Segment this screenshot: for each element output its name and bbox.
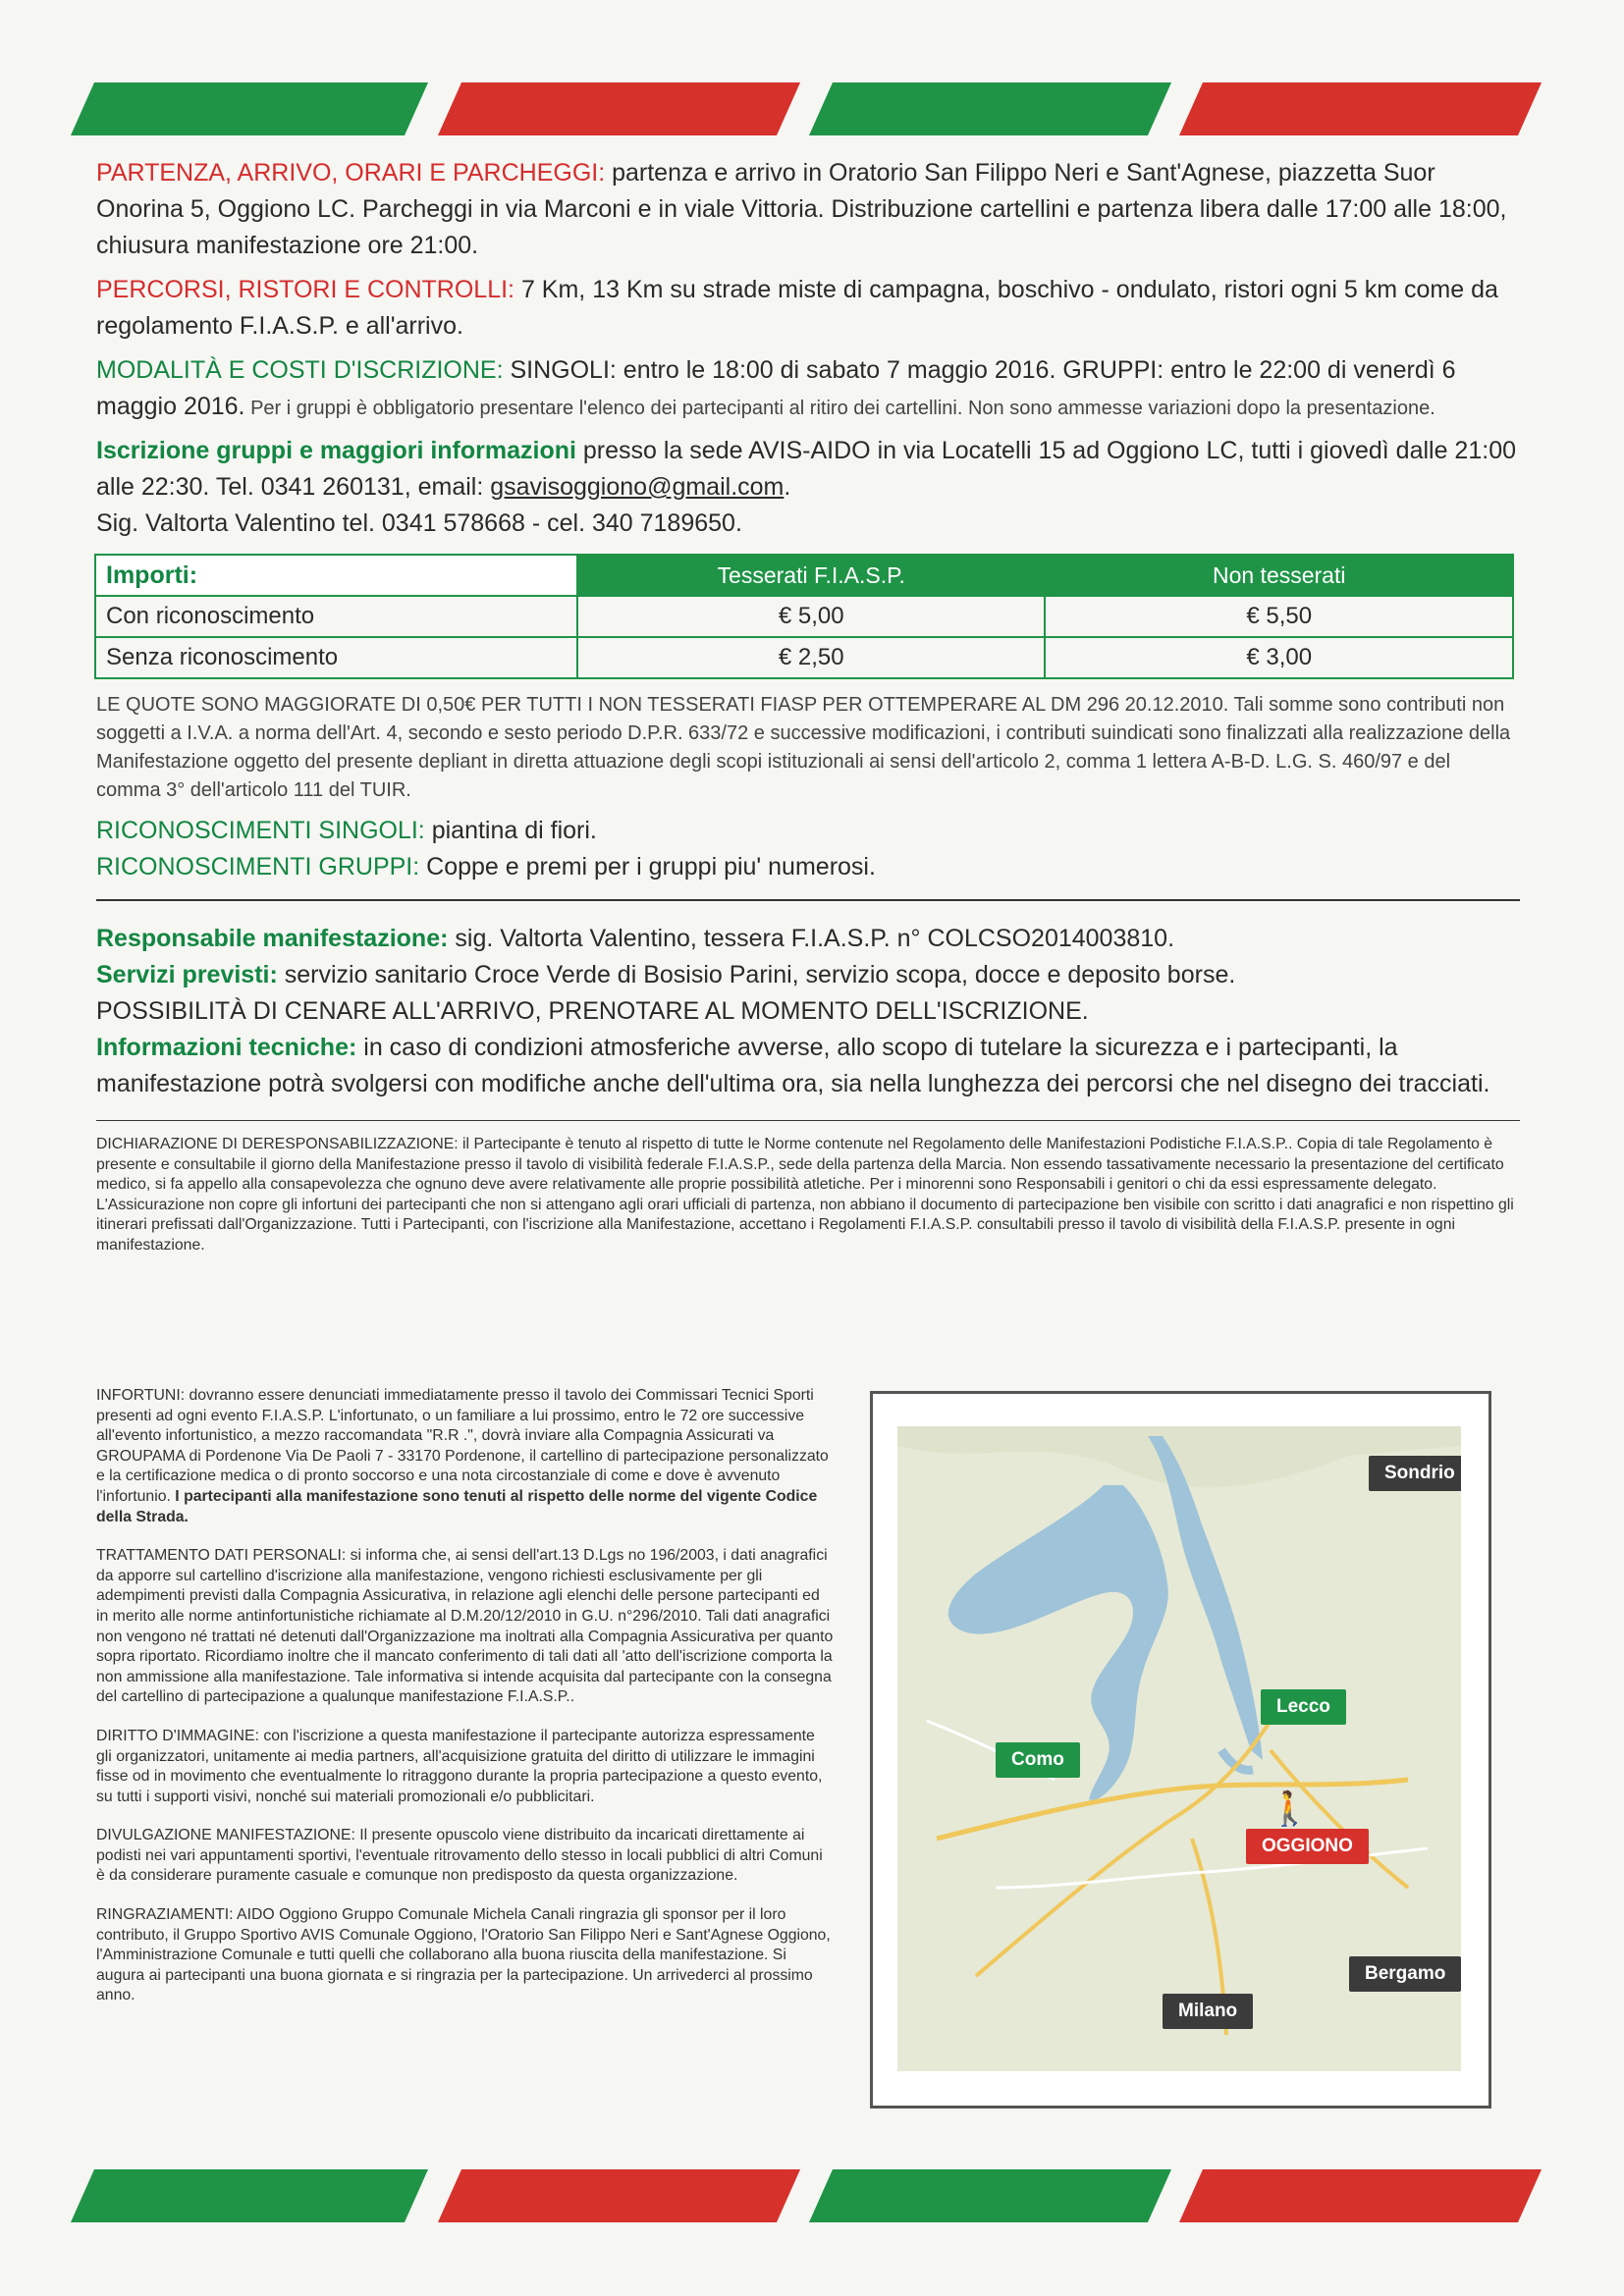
price-table [94,554,1514,679]
responsabile-line [96,921,1520,957]
table-row [95,596,1513,637]
iscrizione-paragraph [96,433,1520,506]
email-link[interactable]: gsavisoggiono@gmail.com [490,473,785,501]
diritto-paragraph: DIRITTO D'IMMAGINE: con l'iscrizione a questa manifestazione il partecipante autorizza espressamente gli organizzatori, unitamente ai media partners, all'acquisizione gratuita del diritto di utilizzare le immagini fisse od in movimento che eventualmente lo ritraggono durante la propria partecipazione a questo evento, su tutti i supporti visivi, nonché sui materiali promozionali e/o pubblicitari. [96,1727,823,1805]
partenza-text: partenza e arrivo in Oratorio San Filippo Neri e Sant'Agnese, piazzetta Suor Onorina 5, Oggiono LC. Parcheggi in via Marconi e in viale Vittoria. Distribuzione cartellini e partenza libera dalle 17:00 alle 18:00, chiusura manifestazione ore 21:00. [96,159,1507,259]
gruppi-heading: RICONOSCIMENTI GRUPPI: [96,853,420,881]
riconoscimenti-singoli [96,813,1520,849]
percorsi-paragraph [96,272,1520,345]
divider [96,1120,1520,1121]
percorsi-heading: PERCORSI, RISTORI E CONTROLLI: [96,276,515,303]
flag-stripe-green [71,2169,428,2222]
tecniche-heading: Informazioni tecniche: [96,1034,357,1061]
dichiarazione-paragraph: DICHIARAZIONE DI DERESPONSABILIZZAZIONE: il Partecipante è tenuto al rispetto di tutte le Norme contenute nel Regolamento delle Manifestazioni Podistiche F.I.A.S.P.. Copia di tale Regolamento è presente e consultabile il giorno della Manifestazione presso il tavolo di visibilità federale F.I.A.S.P., sede della partenza della Marcia. Non essendo tassativamente necessario la presentazione del certificato medico, si fa appello alla consapevolezza che ognuno deve avere relativamente alle proprie possibilità atletiche. Per i minorenni sono Responsabili i genitori o chi da essi espressamente delegato. L'Assicurazione non copre gli infortuni dei partecipanti che non si attengano agli orari ufficiali di partenza, non abbiano il documento di partecipazione ben visibile con scritto i dati anagrafici e non rispettino gli itinerari prefissati dall'Organizzazione. Tutti i Partecipanti, con l'iscrizione alla Manifestazione, accettano i Regolamenti F.I.A.S.P. consultabili presso il tavolo di visibilità della F.I.A.S.P. presente in ogni manifestazione. [96,1136,1514,1254]
map-label-milano: Milano [1163,1994,1253,2029]
tecniche-paragraph [96,1030,1520,1102]
iscrizione-heading: Iscrizione gruppi e maggiori informazioni [96,437,576,464]
quote-note: LE QUOTE SONO MAGGIORATE DI 0,50€ PER TUTTI I NON TESSERATI FIASP PER OTTEMPERARE AL DM 296 20.12.2010. Tali somme sono contributi non soggetti a I.V.A. a norma dell'Art. 4, secondo e sesto periodo D.P.R. 633/72 e successive modificazioni, i contributi suindicati sono finalizzati alla realizzazione della Manifestazione oggetto del presente depliant in diretta attuazione degli scopi istituzionali ai sensi dell'articolo 2, comma 1 lettera A-B-D. L.G. S. 460/97 e del comma 3° dell'articolo 111 del TUIR. [96,694,1511,801]
percorsi-text: 7 Km, 13 Km su strade miste di campagna, boschivo - ondulato, ristori ogni 5 km come da regolamento F.I.A.S.P. e all'arrivo. [96,276,1498,340]
table-cell: Senza riconoscimento [95,637,577,678]
table-header-non-tesserati: Non tesserati [1045,555,1513,596]
table-cell: Con riconoscimento [95,596,577,637]
contact-line: Sig. Valtorta Valentino tel. 0341 578668 - cel. 340 7189650. [96,509,742,537]
table-cell: € 3,00 [1045,637,1513,678]
singoli-heading: RICONOSCIMENTI SINGOLI: [96,817,425,844]
infortuni-paragraph [96,1386,835,1527]
route-map [897,1426,1461,2071]
flag-stripe-green [809,82,1171,135]
tecniche-text: in caso di condizioni atmosferiche avverse, allo scopo di tutelare la sicurezza e i partecipanti, la manifestazione potrà svolgersi con modifiche anche dell'ultima ora, sia nella lunghezza dei percorsi che nel disegno dei tracciati. [96,1034,1490,1097]
modalita-text: SINGOLI: entro le 18:00 di sabato 7 maggio 2016. GRUPPI: entro le 22:00 di venerdì 6 maggio 2016. [96,356,1456,420]
divider [96,899,1520,901]
modalita-heading: MODALITÀ E COSTI D'ISCRIZIONE: [96,356,504,384]
infortuni-bold: I partecipanti alla manifestazione sono tenuti al rispetto delle norme del vigente Codice della Strada. [96,1487,818,1525]
flag-stripe-green [809,2169,1171,2222]
flag-stripe-red [1179,82,1542,135]
map-label-como: Como [996,1742,1080,1778]
partenza-paragraph [96,155,1520,264]
ringraziamenti-paragraph: RINGRAZIAMENTI: AIDO Oggiono Gruppo Comunale Michela Canali ringrazia gli sponsor per il loro contributo, il Gruppo Sportivo AVIS Comunale Oggiono, l'Oratorio San Filippo Neri e Sant'Agnese Oggiono, l'Amministrazione Comunale e tutti quelli che collaborano alla buona riuscita della manifestazione. Si augura ai partecipanti una buona giornata e si ringrazia per la partecipazione. Un arrivederci al prossimo anno. [96,1906,831,2004]
trattamento-paragraph: TRATTAMENTO DATI PERSONALI: si informa che, ai sensi dell'art.13 D.Lgs no 196/2003, i dati anagrafici da apporre sul cartellino d'iscrizione alla manifestazione, vengono richiesti esclusivamente per gli adempimenti previsti dalla Compagnia Assicurativa, in relazione agli elenchi delle persone partecipanti ed in merito alle norme antinfortunistiche richiamate al D.M.20/12/2010 in G.U. n°296/2010. Tali dati anagrafici non vengono né trattati né detenuti dall'Organizzazione ma inoltrati alla Compagnia Assicurativa per quanto sopra riportato. Ricordiamo inoltre che il mancato conferimento di tali dati all 'atto dell'iscrizione comporta la non ammissione alla manifestazione. Tale informativa si intende acquisita dal partecipante con la consegna del cartellino di partecipazione a qualunque manifestazione F.I.A.S.P.. [96,1547,834,1706]
map-label-oggiono: OGGIONO [1246,1829,1369,1864]
flag-stripe-red [438,2169,800,2222]
table-header-importi: Importi: [95,555,577,596]
servizi-heading: Servizi previsti: [96,961,278,988]
main-content [96,155,1520,1256]
modalita-note: Per i gruppi è obbligatorio presentare l'elenco dei partecipanti al ritiro dei cartellini. Non sono ammesse variazioni dopo la presentazione. [244,398,1435,419]
flag-stripe-green [71,82,428,135]
gruppi-text: Coppe e premi per i gruppi piu' numerosi. [419,853,876,881]
iscrizione-text: presso la sede AVIS-AIDO in via Locatelli 15 ad Oggiono LC, tutti i giovedì dalle 21:00 alle 22:30. Tel. 0341 260131, email: [96,437,1516,501]
route-map-frame [870,1391,1491,2109]
cena-notice: POSSIBILITÀ DI CENARE ALL'ARRIVO, PRENOTARE AL MOMENTO DELL'ISCRIZIONE. [96,997,1089,1025]
servizi-line [96,957,1520,993]
modalita-paragraph [96,352,1520,425]
table-cell: € 2,50 [577,637,1046,678]
riconoscimenti-gruppi [96,849,1520,885]
flag-stripe-red [1179,2169,1542,2222]
table-cell: € 5,50 [1045,596,1513,637]
divulgazione-paragraph: DIVULGAZIONE MANIFESTAZIONE: Il presente opuscolo viene distribuito da incaricati direttamente ai podisti nei vari appuntamenti sportivi, l'eventuale ritrovamento dello stesso in locali pubblici di altri Comuni è da considerare puramente casuale e comunque non predisposto da questa organizzazione. [96,1827,823,1885]
map-label-sondrio: Sondrio [1369,1456,1461,1491]
table-cell: € 5,00 [577,596,1046,637]
table-row [95,637,1513,678]
map-label-bergamo: Bergamo [1349,1956,1461,1992]
walker-icon: 🚶 [1269,1790,1311,1828]
responsabile-heading: Responsabile manifestazione: [96,925,449,952]
partenza-heading: PARTENZA, ARRIVO, ORARI E PARCHEGGI: [96,159,606,187]
singoli-text: piantina di fiori. [424,817,597,844]
legal-column [96,1386,835,2025]
map-label-lecco: Lecco [1261,1689,1346,1725]
flag-stripe-red [438,82,800,135]
iscrizione-end: . [784,473,791,501]
responsabile-text: sig. Valtorta Valentino, tessera F.I.A.S.P. n° COLCSO2014003810. [448,925,1175,952]
table-header-tesserati: Tesserati F.I.A.S.P. [577,555,1046,596]
infortuni-text: INFORTUNI: dovranno essere denunciati immediatamente presso il tavolo dei Commissari Tecnici Sporti presenti ad ogni evento F.I.A.S.P. L'infortunato, o un familiare a lui prossimo, entro le 72 ore successive all'evento infortunistico, a mezzo raccomandata "R.R .", dovrà inviare alla Compagnia Assicurati va GROUPAMA di Pordenone Via De Paoli 7 - 33170 Pordenone, il cartellino di partecipazione personalizzato e la certificazione medica o di pronto soccorso e una nota circostanziale di come e dove è avvenuto l'infortunio. [96,1387,829,1505]
servizi-text: servizio sanitario Croce Verde di Bosisio Parini, servizio scopa, docce e deposito borse. [277,961,1236,988]
